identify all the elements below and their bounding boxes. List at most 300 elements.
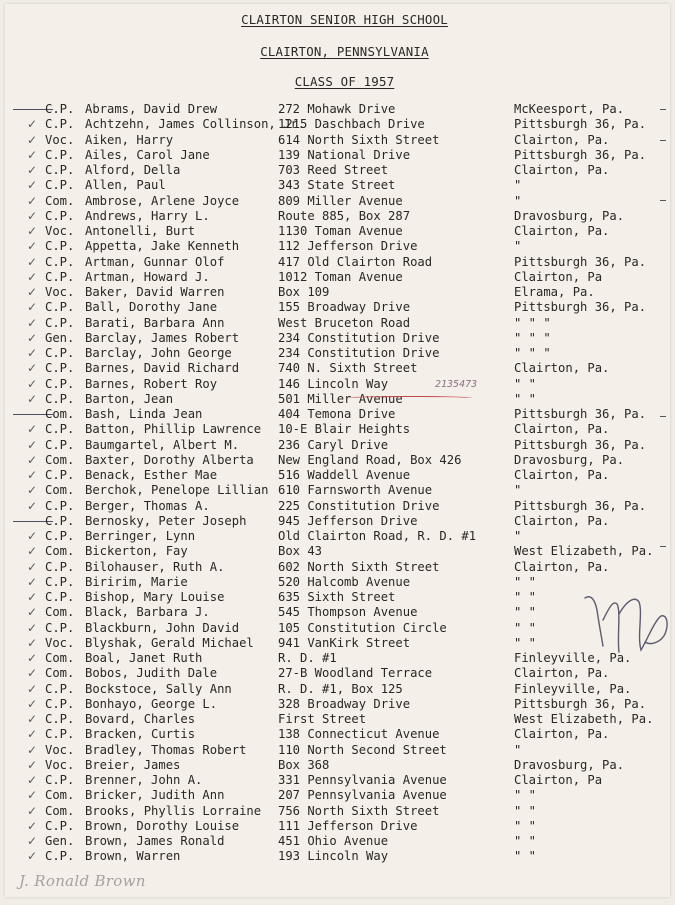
list-item <box>5 438 670 453</box>
student-name: Baumgartel, Albert M. <box>85 437 240 452</box>
check-mark-icon: ✓ <box>27 193 38 208</box>
student-name: Abrams, David Drew <box>85 102 218 116</box>
handwritten-phone-note: 2135473 <box>435 378 478 390</box>
course-code: C.P. <box>45 773 75 787</box>
city-state: Clairton, Pa. <box>514 666 610 681</box>
check-mark-icon: ✓ <box>27 681 38 696</box>
course-code: Com. <box>45 544 75 559</box>
street-address: 614 North Sixth Street <box>278 132 440 147</box>
city-state: " <box>514 742 522 757</box>
city-state: " " <box>514 376 537 391</box>
city-state: " <box>514 178 522 193</box>
course-code: Gen. <box>45 834 75 848</box>
list-item <box>5 102 670 117</box>
street-address: 155 Broadway Drive <box>278 300 411 315</box>
street-address: 809 Miller Avenue <box>278 193 403 208</box>
course-code: C.P. <box>45 498 75 513</box>
list-item <box>5 788 670 803</box>
list-item <box>5 270 670 285</box>
edge-mark <box>660 200 666 201</box>
check-mark-icon: ✓ <box>27 391 38 406</box>
street-address: 610 Farnsworth Avenue <box>278 483 433 498</box>
city-state: Clairton, Pa. <box>514 559 610 574</box>
check-mark-icon: ✓ <box>27 696 38 711</box>
city-state: " " <box>514 803 537 818</box>
street-address: Box 109 <box>278 285 330 299</box>
student-name: Berchok, Penelope Lillian <box>85 483 269 498</box>
course-code: C.P. <box>45 818 75 833</box>
student-name: Barati, Barbara Ann <box>85 315 225 330</box>
student-name: Brown, Dorothy Louise <box>85 818 240 833</box>
course-code: Voc. <box>45 757 75 772</box>
street-address: 234 Constitution Drive <box>278 346 440 360</box>
student-name: Bernosky, Peter Joseph <box>85 513 247 528</box>
street-address: 111 Jefferson Drive <box>278 818 418 833</box>
course-code: C.P. <box>45 315 75 330</box>
course-code: Com. <box>45 193 75 208</box>
list-item <box>5 636 670 651</box>
course-code: C.P. <box>45 574 75 589</box>
student-name: Achtzehn, James Collinson, Jr. <box>85 117 306 132</box>
street-address: 1215 Daschbach Drive <box>278 117 425 132</box>
student-name: Breier, James <box>85 757 181 772</box>
student-name: Allen, Paul <box>85 178 166 193</box>
street-address: 417 Old Clairton Road <box>278 254 433 269</box>
edge-mark <box>660 140 666 141</box>
check-mark-icon: ✓ <box>27 834 38 848</box>
student-name: Barton, Jean <box>85 391 174 406</box>
course-code: Voc. <box>45 285 75 299</box>
list-item <box>5 483 670 498</box>
student-name: Bonhayo, George L. <box>85 696 218 711</box>
list-item <box>5 758 670 773</box>
course-code: C.P. <box>45 346 75 360</box>
list-item <box>5 727 670 742</box>
list-item <box>5 209 670 224</box>
student-name: Barclay, James Robert <box>85 330 240 345</box>
city-state: McKeesport, Pa. <box>514 102 625 116</box>
list-item <box>5 621 670 636</box>
check-mark-icon: ✓ <box>27 757 38 772</box>
check-mark-icon: ✓ <box>27 529 38 543</box>
city-state: " " <box>514 574 537 589</box>
student-name: Boal, Janet Ruth <box>85 651 203 665</box>
student-name: Brown, Warren <box>85 849 181 864</box>
course-code: C.P. <box>45 696 75 711</box>
list-item <box>5 407 670 422</box>
check-mark-icon: ✓ <box>27 498 38 513</box>
course-code: Com. <box>45 407 75 421</box>
check-mark-icon: ✓ <box>27 285 38 299</box>
student-name: Blyshak, Gerald Michael <box>85 635 254 650</box>
list-item <box>5 560 670 575</box>
list-item <box>5 194 670 209</box>
list-item <box>5 224 670 239</box>
street-address: New England Road, Box 426 <box>278 452 462 467</box>
street-address: 1012 Toman Avenue <box>278 269 403 284</box>
course-code: Com. <box>45 788 75 803</box>
check-mark-icon: ✓ <box>27 788 38 803</box>
list-item <box>5 468 670 483</box>
check-mark-icon: ✓ <box>27 208 38 223</box>
check-mark-icon: ✓ <box>27 224 38 238</box>
student-name: Brenner, John A. <box>85 773 203 787</box>
street-address: 27-B Woodland Terrace <box>278 666 433 681</box>
handwritten-signature: J. Ronald Brown <box>19 872 146 890</box>
list-item <box>5 255 670 270</box>
student-name: Benack, Esther Mae <box>85 468 218 482</box>
list-item <box>5 285 670 300</box>
list-item <box>5 499 670 514</box>
list-item <box>5 819 670 834</box>
list-item <box>5 804 670 819</box>
city-state: Pittsburgh 36, Pa. <box>514 498 647 513</box>
street-address: Box 368 <box>278 757 330 772</box>
city-state: " " <box>514 590 537 604</box>
document-page <box>5 4 670 897</box>
city-state: " " <box>514 818 537 833</box>
edge-mark <box>660 416 666 417</box>
list-item <box>5 300 670 315</box>
edge-mark <box>660 109 666 110</box>
student-name: Artman, Gunnar Olof <box>85 254 225 269</box>
city-state: " <box>514 529 522 543</box>
student-name: Barclay, John George <box>85 346 232 360</box>
course-code: C.P. <box>45 422 75 437</box>
check-mark-icon: ✓ <box>27 132 38 147</box>
street-address: 945 Jefferson Drive <box>278 513 418 528</box>
list-item <box>5 316 670 331</box>
street-address: 404 Temona Drive <box>278 407 396 421</box>
check-mark-icon: ✓ <box>27 544 38 559</box>
list-item <box>5 712 670 727</box>
list-item <box>5 331 670 346</box>
list-item <box>5 651 670 666</box>
check-mark-icon: ✓ <box>27 742 38 757</box>
street-address: 740 N. Sixth Street <box>278 361 418 376</box>
check-mark-icon: ✓ <box>27 635 38 650</box>
list-item <box>5 849 670 864</box>
street-address: 146 Lincoln Way <box>278 376 389 391</box>
check-mark-icon: ✓ <box>27 590 38 604</box>
street-address: 602 North Sixth Street <box>278 559 440 574</box>
student-name: Bickerton, Fay <box>85 544 188 559</box>
street-address: 236 Caryl Drive <box>278 437 389 452</box>
student-name: Ailes, Carol Jane <box>85 147 210 162</box>
city-state: Clairton, Pa <box>514 269 603 284</box>
check-mark-icon: ✓ <box>27 147 38 162</box>
street-address: Route 885, Box 287 <box>278 208 411 223</box>
course-code: C.P. <box>45 513 75 528</box>
location-heading: CLAIRTON, PENNSYLVANIA <box>260 44 429 59</box>
check-mark-icon: ✓ <box>27 361 38 376</box>
city-state: " " " <box>514 315 551 330</box>
list-item <box>5 575 670 590</box>
street-address: West Bruceton Road <box>278 315 411 330</box>
street-address: Old Clairton Road, R. D. #1 <box>278 529 477 543</box>
list-item <box>5 148 670 163</box>
street-address: 225 Constitution Drive <box>278 498 440 513</box>
check-mark-icon: ✓ <box>27 422 38 437</box>
city-state: Pittsburgh 36, Pa. <box>514 437 647 452</box>
list-item <box>5 834 670 849</box>
course-code: C.P. <box>45 681 75 696</box>
list-item <box>5 605 670 620</box>
course-code: C.P. <box>45 437 75 452</box>
student-name: Batton, Phillip Lawrence <box>85 422 262 437</box>
city-state: " " <box>514 635 537 650</box>
city-state: " " <box>514 620 537 635</box>
student-name: Andrews, Harry L. <box>85 208 210 223</box>
check-mark-icon: ✓ <box>27 117 38 132</box>
city-state: Pittsburgh 36, Pa. <box>514 407 647 421</box>
check-mark-icon: ✓ <box>27 712 38 726</box>
city-state: Finleyville, Pa. <box>514 681 632 696</box>
city-state: Pittsburgh 36, Pa. <box>514 117 647 132</box>
check-mark-icon: ✓ <box>27 300 38 315</box>
city-state: Clairton, Pa. <box>514 513 610 528</box>
student-name: Bobos, Judith Dale <box>85 666 218 681</box>
city-state: Pittsburgh 36, Pa. <box>514 696 647 711</box>
list-item <box>5 422 670 437</box>
course-code: C.P. <box>45 559 75 574</box>
list-item <box>5 529 670 544</box>
check-mark-icon: ✓ <box>27 178 38 193</box>
red-pen-underline <box>347 396 473 400</box>
student-name: Blackburn, John David <box>85 620 240 635</box>
course-code: Voc. <box>45 635 75 650</box>
student-name: Bracken, Curtis <box>85 727 196 742</box>
street-address: R. D. #1 <box>278 651 337 665</box>
student-name: Brooks, Phyllis Lorraine <box>85 803 262 818</box>
city-state: Clairton, Pa. <box>514 468 610 482</box>
street-address: 941 VanKirk Street <box>278 635 411 650</box>
street-address: 1130 Toman Avenue <box>278 224 403 238</box>
street-address: 110 North Second Street <box>278 742 447 757</box>
street-address: 193 Lincoln Way <box>278 849 389 864</box>
edge-mark <box>660 546 666 547</box>
student-name: Ball, Dorothy Jane <box>85 300 218 315</box>
course-code: Com. <box>45 452 75 467</box>
student-name: Bricker, Judith Ann <box>85 788 225 803</box>
course-code: C.P. <box>45 147 75 162</box>
student-name: Bishop, Mary Louise <box>85 590 225 604</box>
list-item <box>5 178 670 193</box>
city-state: " " " <box>514 346 551 360</box>
check-mark-icon: ✓ <box>27 315 38 330</box>
city-state: " " <box>514 849 537 864</box>
city-state: Clairton, Pa. <box>514 224 610 238</box>
student-name: Berger, Thomas A. <box>85 498 210 513</box>
check-mark-icon: ✓ <box>27 605 38 620</box>
student-name: Berringer, Lynn <box>85 529 196 543</box>
check-mark-icon: ✓ <box>27 330 38 345</box>
course-code: C.P. <box>45 849 75 864</box>
street-address: 105 Constitution Circle <box>278 620 447 635</box>
check-mark-icon: ✓ <box>27 727 38 742</box>
city-state: Dravosburg, Pa. <box>514 208 625 223</box>
list-item <box>5 392 670 407</box>
student-name: Ambrose, Arlene Joyce <box>85 193 240 208</box>
course-code: Com. <box>45 483 75 498</box>
course-code: C.P. <box>45 208 75 223</box>
student-name: Aiken, Harry <box>85 132 174 147</box>
city-state: Pittsburgh 36, Pa. <box>514 254 647 269</box>
course-code: C.P. <box>45 727 75 742</box>
city-state: Clairton, Pa. <box>514 132 610 147</box>
student-name: Alford, Della <box>85 163 181 177</box>
course-code: C.P. <box>45 529 75 543</box>
class-heading: CLASS OF 1957 <box>294 74 395 89</box>
street-address: First Street <box>278 712 367 726</box>
check-mark-icon: ✓ <box>27 773 38 787</box>
list-item <box>5 544 670 559</box>
student-name: Baker, David Warren <box>85 285 225 299</box>
course-code: Com. <box>45 605 75 620</box>
street-address: Box 43 <box>278 544 323 559</box>
student-name: Bilohauser, Ruth A. <box>85 559 225 574</box>
student-name: Bockstoce, Sally Ann <box>85 681 232 696</box>
list-item <box>5 163 670 178</box>
list-item <box>5 590 670 605</box>
check-mark-icon: ✓ <box>27 620 38 635</box>
street-address: 545 Thompson Avenue <box>278 605 418 620</box>
street-address: 516 Waddell Avenue <box>278 468 411 482</box>
check-mark-icon: ✓ <box>27 437 38 452</box>
street-address: 138 Connecticut Avenue <box>278 727 440 742</box>
street-address: 272 Mohawk Drive <box>278 102 396 116</box>
city-state: Dravosburg, Pa. <box>514 452 625 467</box>
street-address: 10-E Blair Heights <box>278 422 411 437</box>
list-item <box>5 361 670 376</box>
city-state: " <box>514 483 522 498</box>
check-mark-icon: ✓ <box>27 452 38 467</box>
check-mark-icon: ✓ <box>27 483 38 498</box>
city-state: Elrama, Pa. <box>514 285 595 299</box>
city-state: " <box>514 239 522 254</box>
check-mark-icon: ✓ <box>27 574 38 589</box>
city-state: " " <box>514 605 537 620</box>
course-code: C.P. <box>45 254 75 269</box>
city-state: West Elizabeth, Pa. <box>514 544 654 559</box>
list-item <box>5 133 670 148</box>
course-code: C.P. <box>45 239 75 254</box>
check-mark-icon: ✓ <box>27 346 38 360</box>
check-mark-icon: ✓ <box>27 269 38 284</box>
check-mark-icon: ✓ <box>27 666 38 681</box>
course-code: C.P. <box>45 590 75 604</box>
street-address: 520 Halcomb Avenue <box>278 574 411 589</box>
city-state: Pittsburgh 36, Pa. <box>514 300 647 315</box>
student-name: Biririm, Marie <box>85 574 188 589</box>
course-code: Com. <box>45 803 75 818</box>
street-address: 635 Sixth Street <box>278 590 396 604</box>
street-address: 112 Jefferson Drive <box>278 239 418 254</box>
check-mark-icon: ✓ <box>27 254 38 269</box>
city-state: Pittsburgh 36, Pa. <box>514 147 647 162</box>
list-item <box>5 453 670 468</box>
street-address: 207 Pennsylvania Avenue <box>278 788 447 803</box>
street-address: 234 Constitution Drive <box>278 330 440 345</box>
course-code: C.P. <box>45 163 75 177</box>
check-mark-icon: ✓ <box>27 376 38 391</box>
course-code: C.P. <box>45 620 75 635</box>
street-address: 703 Reed Street <box>278 163 389 177</box>
student-name: Barnes, Robert Roy <box>85 376 218 391</box>
list-item <box>5 773 670 788</box>
course-code: Voc. <box>45 224 75 238</box>
course-code: Voc. <box>45 132 75 147</box>
list-item <box>5 743 670 758</box>
city-state: West Elizabeth, Pa. <box>514 712 654 726</box>
street-address: 501 Miller Avenue <box>278 391 403 406</box>
city-state: " " " <box>514 330 551 345</box>
street-address: R. D. #1, Box 125 <box>278 681 403 696</box>
check-mark-icon: ✓ <box>27 651 38 665</box>
check-mark-icon: ✓ <box>27 849 38 864</box>
course-code: Gen. <box>45 330 75 345</box>
course-code: C.P. <box>45 300 75 315</box>
course-code: Com. <box>45 666 75 681</box>
course-code: C.P. <box>45 376 75 391</box>
course-code: Com. <box>45 651 75 665</box>
student-name: Bradley, Thomas Robert <box>85 742 247 757</box>
check-mark-icon: ✓ <box>27 239 38 254</box>
street-address: 343 State Street <box>278 178 396 193</box>
course-code: C.P. <box>45 178 75 193</box>
list-item <box>5 697 670 712</box>
city-state: Finleyville, Pa. <box>514 651 632 665</box>
student-name: Barnes, David Richard <box>85 361 240 376</box>
street-address: 331 Pennsylvania Avenue <box>278 773 447 787</box>
list-item <box>5 514 670 529</box>
student-name: Artman, Howard J. <box>85 269 210 284</box>
student-roster <box>5 102 670 865</box>
course-code: C.P. <box>45 712 75 726</box>
city-state: Clairton, Pa. <box>514 163 610 177</box>
course-code: C.P. <box>45 361 75 376</box>
city-state: Clairton, Pa. <box>514 361 610 376</box>
check-mark-icon: ✓ <box>27 468 38 482</box>
student-name: Bash, Linda Jean <box>85 407 203 421</box>
city-state: Clairton, Pa. <box>514 727 610 742</box>
course-code: C.P. <box>45 269 75 284</box>
check-mark-icon: ✓ <box>27 818 38 833</box>
course-code: Voc. <box>45 742 75 757</box>
student-name: Brown, James Ronald <box>85 834 225 848</box>
check-mark-icon: ✓ <box>27 559 38 574</box>
list-item <box>5 682 670 697</box>
student-name: Antonelli, Burt <box>85 224 196 238</box>
city-state: " " <box>514 834 537 848</box>
course-code: C.P. <box>45 391 75 406</box>
list-item <box>5 377 670 392</box>
city-state: " <box>514 193 522 208</box>
list-item <box>5 346 670 361</box>
street-address: 451 Ohio Avenue <box>278 834 389 848</box>
list-item <box>5 239 670 254</box>
student-name: Black, Barbara J. <box>85 605 210 620</box>
student-name: Baxter, Dorothy Alberta <box>85 452 254 467</box>
street-address: 328 Broadway Drive <box>278 696 411 711</box>
course-code: C.P. <box>45 468 75 482</box>
list-item <box>5 117 670 132</box>
course-code: C.P. <box>45 102 75 116</box>
school-heading: CLAIRTON SENIOR HIGH SCHOOL <box>241 12 448 27</box>
student-name: Bovard, Charles <box>85 712 196 726</box>
city-state: " " <box>514 391 537 406</box>
city-state: Clairton, Pa <box>514 773 603 787</box>
